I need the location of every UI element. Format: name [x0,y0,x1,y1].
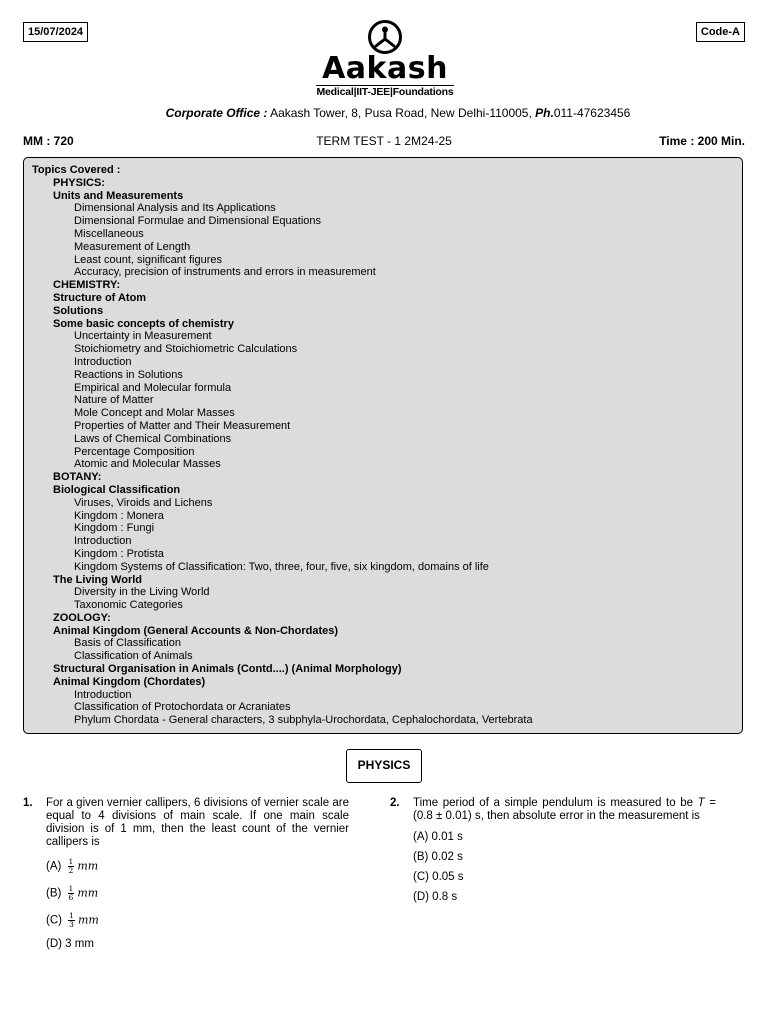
topic-subtopic: Phylum Chordata - General characters, 3 subphyla-Urochordata, Cephalochordata, Vertebrata [74,714,533,727]
paper-code-box: Code-A [696,22,745,42]
topic-subtopic: Miscellaneous [74,227,144,240]
topic-subtopic: Kingdom : Monera [74,509,164,522]
topic-subtopic: Atomic and Molecular Masses [74,458,221,471]
topics-heading: Topics Covered : [32,164,121,176]
topic-chapter: Structure of Atom [53,291,147,304]
topic-subject: PHYSICS: [53,176,105,189]
option-b[interactable]: (B) $\frac{1}{6}$ mm [46,884,99,902]
section-title-physics: PHYSICS [346,749,422,783]
topic-subtopic: Basis of Classification [74,637,181,650]
topic-chapter: Units and Measurements [53,189,184,202]
topic-subtopic: Classification of Animals [74,650,193,663]
logo-tagline: Medical|IIT-JEE|Foundations [316,86,454,98]
topic-chapter: Solutions [53,304,104,317]
date-box: 15/07/2024 [23,22,88,42]
question-number: 2. [390,797,400,809]
topic-subtopic: Introduction [74,688,132,701]
option-b[interactable]: (B) 0.02 s [413,851,463,863]
exam-info-row [23,134,745,150]
corporate-office-line [0,106,768,120]
aakash-logo [310,20,460,99]
test-name: TERM TEST - 1 2M24-25 [316,134,452,148]
phone-label: Ph. [535,106,554,120]
topic-chapter: Structural Organisation in Animals (Contd....) (Animal Morphology) [53,663,402,676]
topic-chapter: Biological Classification [53,483,181,496]
topic-subtopic: Introduction [74,535,132,548]
topic-subject: CHEMISTRY: [53,279,121,292]
question-text: Time period of a simple pendulum is measured to be T = (0.8 ± 0.01) s, then absolute error in the measurement is [413,797,717,822]
option-d[interactable]: (D) 0.8 s [413,891,458,903]
question-1 [23,797,349,951]
office-address: Aakash Tower, 8, Pusa Road, New Delhi-110005, [270,106,532,120]
topic-subtopic: Dimensional Analysis and Its Applications [74,202,276,215]
topic-subtopic: Introduction [74,355,132,368]
topic-subtopic: Laws of Chemical Combinations [74,432,232,445]
topic-subtopic: Taxonomic Categories [74,599,183,612]
question-2 [390,797,716,904]
phone-number: 011-47623456 [553,106,631,120]
topic-chapter: The Living World [53,573,143,586]
topic-subtopic: Uncertainty in Measurement [74,330,212,343]
topic-subtopic: Kingdom : Fungi [74,522,155,535]
topic-subtopic: Properties of Matter and Their Measurement [74,419,291,432]
question-number: 1. [23,797,33,809]
topic-subtopic: Nature of Matter [74,394,154,407]
logo-brand-text: Aakash [322,51,448,86]
option-a[interactable]: (A) $\frac{1}{2}$ mm [46,857,99,875]
topic-subtopic: Stoichiometry and Stoichiometric Calculations [74,343,298,356]
option-c[interactable]: (C) $\frac{1}{3}$ mm [46,911,99,929]
topics-covered-box [23,157,743,734]
topic-subject: ZOOLOGY: [53,611,111,624]
fraction: $\frac{1}{3}$ [69,911,74,929]
topic-subtopic: Dimensional Formulae and Dimensional Equations [74,215,322,228]
exam-time: Time : 200 Min. [659,134,745,148]
topic-list [32,177,734,727]
topic-subtopic: Measurement of Length [74,240,191,253]
topic-subtopic: Viruses, Viroids and Lichens [74,496,213,509]
topic-subtopic: Mole Concept and Molar Masses [74,407,235,420]
option-d[interactable]: (D) 3 mm [46,938,94,950]
topic-subtopic: Diversity in the Living World [74,586,210,599]
fraction: $\frac{1}{2}$ [68,857,74,875]
topic-subtopic: Kingdom Systems of Classification: Two, three, four, five, six kingdom, domains of life [74,560,489,573]
topic-chapter: Some basic concepts of chemistry [53,317,234,330]
aakash-emblem-icon [366,20,404,54]
option-c[interactable]: (C) 0.05 s [413,871,464,883]
topic-subject: BOTANY: [53,471,102,484]
topic-subtopic: Kingdom : Protista [74,547,164,560]
topic-subtopic: Classification of Protochordata or Acraniates [74,701,291,714]
topic-subtopic: Reactions in Solutions [74,368,183,381]
fraction: $\frac{1}{6}$ [68,884,74,902]
topic-subtopic: Percentage Composition [74,445,195,458]
topic-chapter: Animal Kingdom (Chordates) [53,675,206,688]
topic-chapter: Animal Kingdom (General Accounts & Non-Chordates) [53,624,339,637]
topic-subtopic: Empirical and Molecular formula [74,381,232,394]
topic-subtopic: Accuracy, precision of instruments and errors in measurement [74,266,376,279]
question-text: For a given vernier callipers, 6 divisions of vernier scale are equal to 4 divisions of main scale. If one main scale division is of 1 mm, then the least count of the vernier callipers is [46,797,349,848]
symbol-t: T [697,797,705,809]
office-label: Corporate Office : [165,106,268,120]
option-a[interactable]: (A) 0.01 s [413,831,463,843]
max-marks: MM : 720 [23,134,74,148]
topic-subtopic: Least count, significant figures [74,253,222,266]
